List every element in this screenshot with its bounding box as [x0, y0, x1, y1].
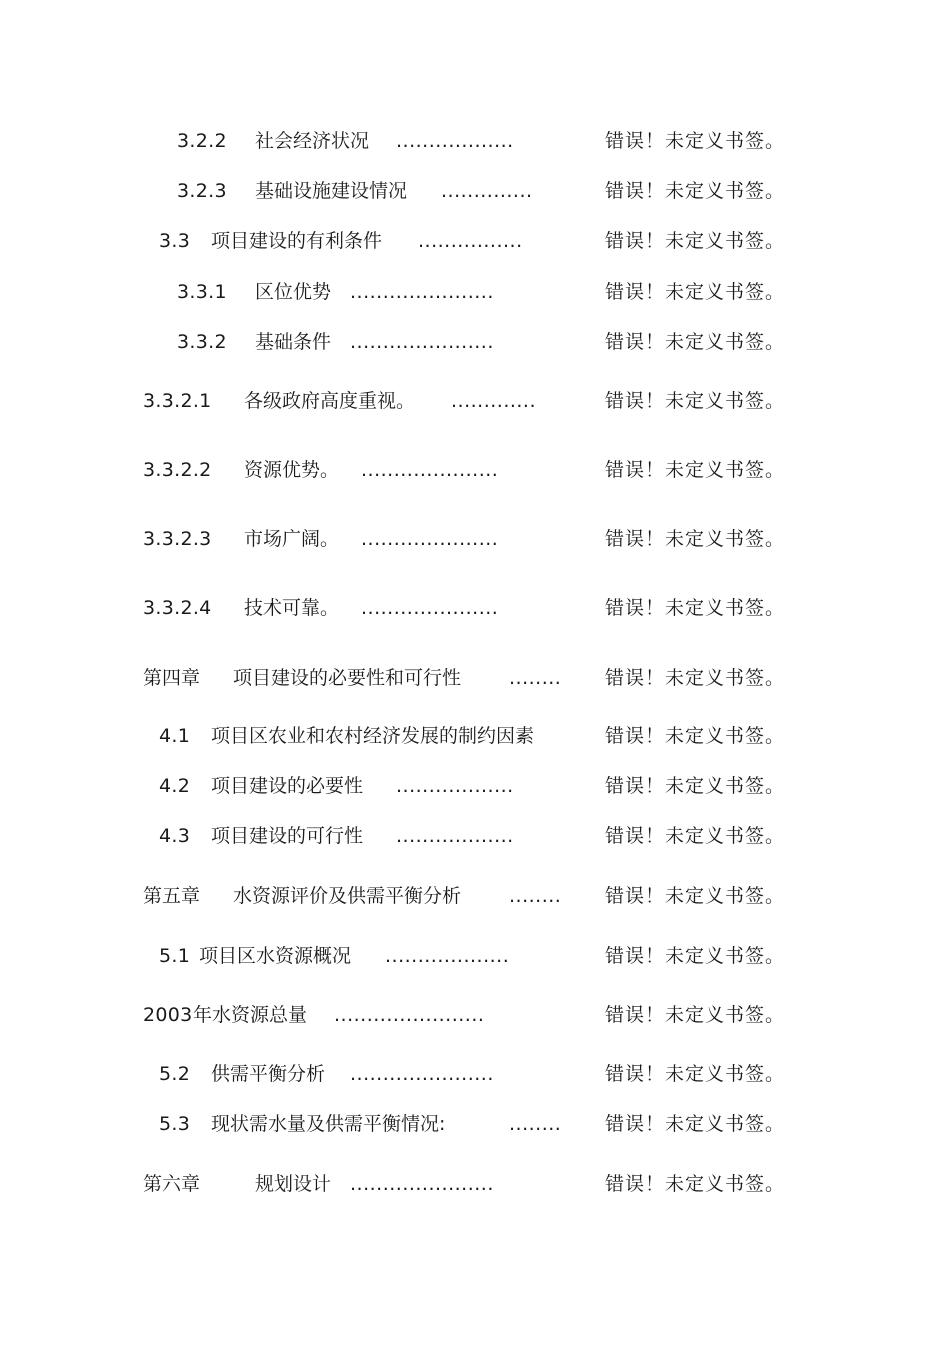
toc-entry-number: 3.3.2.4 — [143, 597, 212, 619]
toc-entry-title: 规划设计 — [255, 1173, 332, 1195]
toc-entry[interactable] — [0, 386, 950, 416]
toc-entry-title: 水资源评价及供需平衡分析 — [233, 885, 462, 907]
toc-entry-title: 社会经济状况 — [255, 130, 370, 152]
toc-entry-leader: ...................... — [350, 1173, 494, 1195]
toc-entry-page-ref: 错误！未定义书签。 — [605, 1063, 786, 1085]
toc-entry-leader: ........ — [509, 667, 562, 689]
toc-entry[interactable] — [0, 821, 950, 851]
toc-entry-leader: ...................... — [350, 281, 494, 303]
toc-entry[interactable] — [0, 277, 950, 307]
toc-entry-title: 项目建设的可行性 — [211, 825, 364, 847]
toc-entry-title: 基础条件 — [255, 331, 332, 353]
toc-entry-number: 第六章 — [143, 1173, 201, 1195]
toc-entry-number: 第五章 — [143, 885, 201, 907]
toc-entry-leader: ........ — [509, 885, 562, 907]
toc-entry-number: 3.3.2.1 — [143, 390, 212, 412]
toc-entry-number: 3.2.2 — [177, 130, 227, 152]
toc-entry[interactable] — [0, 941, 950, 971]
toc-entry[interactable] — [0, 126, 950, 156]
toc-entry-page-ref: 错误！未定义书签。 — [605, 528, 786, 550]
toc-entry-number: 4.1 — [159, 725, 191, 747]
toc-entry-leader: ....................... — [334, 1004, 485, 1026]
toc-entry-page-ref: 错误！未定义书签。 — [605, 331, 786, 353]
toc-entry-chapter[interactable] — [0, 881, 950, 911]
toc-entry-page-ref: 错误！未定义书签。 — [605, 885, 786, 907]
toc-entry-leader: .............. — [441, 180, 533, 202]
toc-entry-title: 供需平衡分析 — [211, 1063, 326, 1085]
toc-entry-leader: .................. — [396, 130, 514, 152]
toc-entry-leader: ..................... — [361, 597, 499, 619]
toc-entry-page-ref: 错误！未定义书签。 — [605, 390, 786, 412]
toc-entry-page-ref: 错误！未定义书签。 — [605, 230, 786, 252]
toc-entry-number: 5.1 — [159, 945, 191, 967]
toc-entry[interactable] — [0, 524, 950, 554]
toc-entry-number: 3.2.3 — [177, 180, 227, 202]
toc-entry-number: 3.3.1 — [177, 281, 227, 303]
toc-entry[interactable] — [0, 721, 950, 751]
toc-entry-number: 第四章 — [143, 667, 201, 689]
toc-entry-title: 项目建设的必要性和可行性 — [233, 667, 462, 689]
toc-entry[interactable] — [0, 1109, 950, 1139]
toc-entry[interactable] — [0, 771, 950, 801]
toc-entry-title: 资源优势。 — [244, 459, 340, 481]
toc-entry-leader: ..................... — [361, 459, 499, 481]
toc-entry-title: 现状需水量及供需平衡情况: — [211, 1113, 446, 1135]
toc-entry-number: 5.3 — [159, 1113, 191, 1135]
toc-entry-title: 基础设施建设情况 — [255, 180, 408, 202]
toc-entry-number: 4.2 — [159, 775, 191, 797]
toc-entry-page-ref: 错误！未定义书签。 — [605, 1004, 786, 1026]
toc-entry-title: 项目区农业和农村经济发展的制约因素 — [211, 725, 535, 747]
toc-entry-title: 项目建设的有利条件 — [211, 230, 383, 252]
toc-entry-number: 3.3.2.3 — [143, 528, 212, 550]
toc-entry-page-ref: 错误！未定义书签。 — [605, 725, 786, 747]
toc-entry-number: 2003 — [143, 1004, 193, 1026]
toc-entry-page-ref: 错误！未定义书签。 — [605, 775, 786, 797]
toc-entry-leader: .................. — [396, 825, 514, 847]
toc-entry-title: 各级政府高度重视。 — [244, 390, 416, 412]
toc-entry-page-ref: 错误！未定义书签。 — [605, 459, 786, 481]
toc-entry-page-ref: 错误！未定义书签。 — [605, 597, 786, 619]
toc-entry-number: 4.3 — [159, 825, 191, 847]
toc-entry-title: 项目区水资源概况 — [199, 945, 352, 967]
toc-entry-page-ref: 错误！未定义书签。 — [605, 130, 786, 152]
toc-entry-number: 3.3.2 — [177, 331, 227, 353]
toc-entry-leader: ............. — [451, 390, 537, 412]
toc-entry-title: 市场广阔。 — [244, 528, 340, 550]
toc-entry-number: 5.2 — [159, 1063, 191, 1085]
toc-entry[interactable] — [0, 593, 950, 623]
toc-entry-leader: ................ — [418, 230, 523, 252]
toc-entry-page-ref: 错误！未定义书签。 — [605, 180, 786, 202]
toc-entry-leader: ...................... — [350, 1063, 494, 1085]
toc-entry[interactable] — [0, 327, 950, 357]
toc-entry[interactable] — [0, 226, 950, 256]
toc-entry[interactable] — [0, 176, 950, 206]
toc-entry-page-ref: 错误！未定义书签。 — [605, 281, 786, 303]
toc-entry-leader: ..................... — [361, 528, 499, 550]
toc-entry-title: 年水资源总量 — [193, 1004, 308, 1026]
toc-entry-page-ref: 错误！未定义书签。 — [605, 1173, 786, 1195]
toc-entry-title: 区位优势 — [255, 281, 332, 303]
toc-entry-leader: .................. — [396, 775, 514, 797]
toc-entry-page-ref: 错误！未定义书签。 — [605, 1113, 786, 1135]
toc-entry[interactable] — [0, 455, 950, 485]
toc-entry-page-ref: 错误！未定义书签。 — [605, 945, 786, 967]
toc-entry[interactable] — [0, 1000, 950, 1030]
toc-entry-title: 技术可靠。 — [244, 597, 340, 619]
toc-entry-title: 项目建设的必要性 — [211, 775, 364, 797]
toc-entry-number: 3.3 — [159, 230, 191, 252]
toc-entry-leader: ................... — [385, 945, 510, 967]
toc-entry-number: 3.3.2.2 — [143, 459, 212, 481]
toc-entry-page-ref: 错误！未定义书签。 — [605, 825, 786, 847]
toc-entry-chapter[interactable] — [0, 663, 950, 693]
toc-entry-chapter[interactable] — [0, 1169, 950, 1199]
toc-entry[interactable] — [0, 1059, 950, 1089]
toc-entry-leader: ........ — [509, 1113, 562, 1135]
toc-entry-page-ref: 错误！未定义书签。 — [605, 667, 786, 689]
toc-entry-leader: ...................... — [350, 331, 494, 353]
